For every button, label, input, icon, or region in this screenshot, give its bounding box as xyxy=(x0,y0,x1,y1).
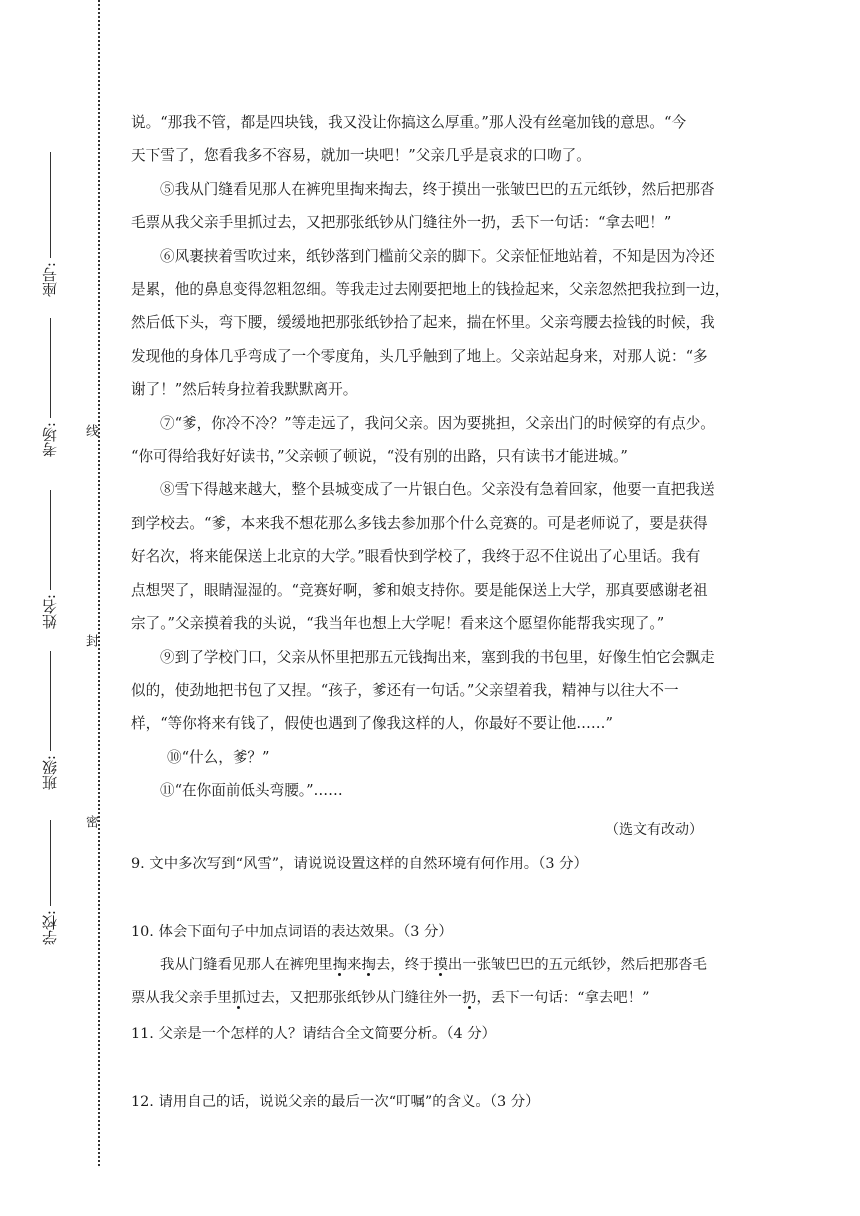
text-line: 宗了。”父亲摸着我的头说，“我当年也想上大学呢！看来这个愿望你能帮我实现了。” xyxy=(131,615,665,633)
paragraph-9 xyxy=(131,641,731,741)
quote-text: 来 xyxy=(347,957,362,973)
text-line: 到学校去。“爹，本来我不想花那么多钱去参加那个什么竞赛的。可是老师说了，要是获得 xyxy=(131,514,708,532)
text-line: 说。“那我不管，都是四块钱，我又没让你搞这么厚重。”那人没有丝毫加钱的意思。“今 xyxy=(131,114,687,131)
dotted-word: 摸 xyxy=(433,957,448,973)
question-9: 9. 文中多次写到“风雪”，请说说设置这样的自然环境有何作用。（3 分） xyxy=(131,856,588,872)
name-field xyxy=(40,490,60,629)
field-underline xyxy=(50,820,51,906)
quote-text: 去，终于 xyxy=(375,957,434,973)
dotted-word: 抓 xyxy=(231,990,247,1006)
field-underline xyxy=(50,152,51,258)
name-label: 姓名: xyxy=(41,594,59,630)
school-label: 学校: xyxy=(41,910,59,946)
text-line: 似的，使劲地把书包了又捏。“孩子，爹还有一句话。”父亲望着我，精神与以往大不一 xyxy=(131,681,679,699)
quote-text: ，丢下一句话：“拿去吧！” xyxy=(476,990,650,1006)
text-line: 是累，他的鼻息变得忽粗忽细。等我走过去刚要把地上的钱捡起来，父亲忽然把我拉到一边， xyxy=(131,281,730,299)
reading-passage xyxy=(131,106,731,808)
paragraph-continued xyxy=(131,106,731,173)
paragraph-10 xyxy=(131,741,731,774)
text-line: 然后低下头，弯下腰，缓缓地把那张纸钞拾了起来，揣在怀里。父亲弯腰去捡钱的时候，我 xyxy=(131,314,715,332)
paragraph-11 xyxy=(131,774,731,807)
question-12: 12. 请用自己的话，说说父亲的最后一次“叮嘱”的含义。（3 分） xyxy=(131,1094,540,1110)
paragraph-8 xyxy=(131,473,731,640)
dotted-word: 扔 xyxy=(462,990,477,1006)
quote-text: 过去，又把那张纸钞从门缝往外一 xyxy=(246,990,463,1006)
seal-char-line: 线 xyxy=(83,424,98,437)
seat-number-label: 座号: xyxy=(41,262,59,298)
quote-text: 我从门缝看见那人在裤兜里 xyxy=(160,957,333,973)
seat-number-field xyxy=(40,152,60,297)
exam-room-field xyxy=(40,318,60,457)
question-10: 10. 体会下面句子中加点词语的表达效果。（3 分） xyxy=(131,924,453,940)
exam-room-label: 考场: xyxy=(41,422,59,458)
text-line: ⑤我从门缝看见那人在裤兜里掏来掏去，终于摸出一张皱巴巴的五元纸钞，然后把那沓 xyxy=(160,180,715,198)
dotted-word: 掏 xyxy=(361,957,376,973)
dotted-word: 掏 xyxy=(332,957,348,973)
school-field xyxy=(40,820,60,945)
quote-text: 票从我父亲手里 xyxy=(131,990,232,1006)
question-10-quote-line-1 xyxy=(160,953,707,977)
text-line: 谢了！”然后转身拉着我默默离开。 xyxy=(131,381,358,399)
seal-char-secret: 密 xyxy=(83,815,98,828)
paragraph-5 xyxy=(131,173,731,240)
text-line: 好名次，将来能保送上北京的大学。”眼看快到学校了，我终于忍不住说出了心里话。我有 xyxy=(131,548,701,566)
text-line: ⑧雪下得越来越大，整个县城变成了一片银白色。父亲没有急着回家，他要一直把我送 xyxy=(160,481,715,499)
question-11: 11. 父亲是一个怎样的人？请结合全文简要分析。（4 分） xyxy=(131,1026,496,1042)
paragraph-6 xyxy=(131,240,731,407)
text-line: 天下雪了，您看我多不容易，就加一块吧！”父亲几乎是哀求的口吻了。 xyxy=(131,147,591,165)
text-line: 发现他的身体几乎弯成了一个零度角，头几乎触到了地上。父亲站起身来，对那人说：“多 xyxy=(131,347,708,365)
text-line: ⑪“在你面前低头弯腰。”…… xyxy=(160,782,343,800)
class-label: 班级: xyxy=(41,755,59,791)
class-field xyxy=(40,651,60,790)
text-line: ⑩“什么，爹？” xyxy=(167,748,270,766)
text-line: 样，“等你将来有钱了，假使也遇到了像我这样的人，你最好不要让他……” xyxy=(131,715,613,733)
text-line: ⑨到了学校门口，父亲从怀里把那五元钱掏出来，塞到我的书包里，好像生怕它会飘走 xyxy=(160,648,715,666)
binding-dotted-line xyxy=(98,0,100,1166)
field-underline xyxy=(50,651,51,751)
seal-char-seal: 封 xyxy=(83,634,98,647)
text-line: “你可得给我好好读书，”父亲顿了顿说，“没有别的出路，只有读书才能进城。” xyxy=(131,448,628,466)
question-10-quote-line-2 xyxy=(131,986,649,1010)
text-line: 点想哭了，眼睛湿湿的。“竞赛好啊，爹和娘支持你。要是能保送上大学，那真要感谢老祖 xyxy=(131,581,708,599)
field-underline xyxy=(50,490,51,590)
text-line: 毛票从我父亲手里抓过去，又把那张纸钞从门缝往外一扔，丢下一句话：“拿去吧！” xyxy=(131,214,672,232)
field-underline xyxy=(50,318,51,418)
text-line: ⑥风裹挟着雪吹过来，纸钞落到门槛前父亲的脚下。父亲怔怔地站着，不知是因为冷还 xyxy=(160,247,715,265)
quote-text: 出一张皱巴巴的五元纸钞，然后把那沓毛 xyxy=(447,957,707,973)
source-note: （选文有改动） xyxy=(605,822,703,838)
text-line: ⑦“爹，你冷不冷？”等走远了，我问父亲。因为要挑担，父亲出门的时候穿的有点少。 xyxy=(160,414,715,432)
paragraph-7 xyxy=(131,407,731,474)
